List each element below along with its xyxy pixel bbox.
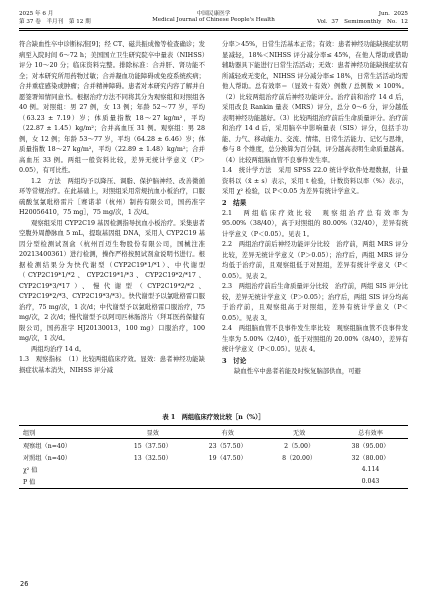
right-column-paragraph: 分率＞45%，日常生活基本正常；有效：患者神经功能缺损症状明显减轻，18%＜NIHSS 评分减分率≤ 45%，在他人帮助或借助辅助器具下能进行日常生活活动；无效：患者神经功能缺损症状有所减轻或无变化，NIHSS 评分减分率≤ 18%，日常生活活动均需他人帮助。总有效率＝（显效＋有效）例数 / 总例数 × 100%。（2）比较两组治疗前后神经功能评分。治疗前和治疗 14 d 后，采用改良 Rankin 量表（MRS）评分，总分 0～6 分，评分越低表明神经功能越好。（3）比较两组治疗前后生命质量评分。治疗前和治疗 14 d 后，采用脑卒中影响量表（SIS）评分，包括手功能、力气、移动能力、交流、情绪、日常生活能力、记忆与思维，参与 8 个维度，总分换算为百分制，评分越高表明生命质量越高。（4）比较两组脑血管不良事件发生率。 (222, 41, 408, 164)
right-column-paragraph: 2.3 两组治疗前后生命质量评分比较 治疗前，两组 SIS 评分比较，差异无统计学意义（P＞0.05）；治疗后，两组 SIS 评分均高于治疗前，且观察组高于对照组，差异有统计学意义（P＜0.05）。见表 3。 (222, 283, 408, 322)
right-column-paragraph: 2.4 两组脑血管不良事件发生率比较 观察组脑血管不良事件发生率为 5.00%（2/40），低于对照组的 20.00%（8/40），差异有统计学意义（P＜0.05）。见表 4。 (222, 325, 408, 353)
table-header-row (19, 426, 408, 439)
table-cell: 对照组（n=40） (23, 454, 71, 462)
right-column-paragraph: 1.4 统计学方法 采用 SPSS 22.0 统计学软件处理数据，计量资料以（x̄ ± s）表示，采用 t 检验，计数资料以率（%）表示，采用 χ² 检验，以 P＜0.05 为差异有统计学意义。 (222, 167, 408, 195)
table-cell: 15（37.50） (133, 442, 172, 450)
table-cell: 观察组（n=40） (23, 442, 71, 450)
right-column (222, 40, 408, 377)
efficacy-table (19, 425, 408, 489)
header-rule (19, 28, 408, 29)
table-1 (19, 412, 408, 489)
table-header-cell: 显效 (146, 429, 159, 437)
right-column-paragraph: 2.1 两组临床疗效比较 观察组治疗总有效率为 95.00%（38/40），高于对照组的 80.00%（32/40），差异有统计学意义（P＜0.05）。见表 1。 (222, 209, 408, 238)
table-cell: 2（5.00） (284, 442, 315, 450)
table-cell: 19（47.50） (208, 454, 247, 462)
journal-title-en: Medical Journal of Chinese People's Health (152, 17, 275, 23)
left-column-paragraph: 1.2 方法 两组均予以降压、调脂、保护脑神经、改善微循环等常规治疗。在此基础上，对照组采用常规抗血小板治疗，口服硫酸氢氯吡格雷片［赛诺菲（杭州）制药有限公司，国药准字 H20056410，75 mg］，75 mg/次，1 次/d。 (19, 177, 205, 216)
left-column-paragraph: 两组均治疗 14 d。 (31, 345, 86, 353)
table-cell (265, 464, 333, 476)
table-cell: 4.114 (361, 466, 380, 474)
left-column (19, 40, 205, 376)
right-column-heading: 3 讨论 (222, 356, 247, 365)
table-cell (115, 476, 190, 489)
table-cell: 38（95.00） (351, 442, 390, 450)
header-rule-thin (19, 30, 408, 31)
table-cell: 8（20.00） (282, 454, 317, 462)
table-cell: 32（80.00） (351, 454, 390, 462)
table-cell: 0.043 (361, 478, 380, 486)
left-column-paragraph: 符合缺血性卒中诊断标准[9]；经 CT、磁共振成像等检查确诊；发病至入院时间 6～72 h；美国国立卫生研究院卒中量表（NIHSS）评分 10～20 分；临床资料完整。排除标准：合并肝、肾功能不全；对本研究所用药物过敏；合并凝血功能障碍或免疫系统疾病；合并重症感染或肿瘤；合并精神障碍。患者对本研究内容了解并自愿签署知情同意书。根据治疗方法不同将其分为观察组和对照组各 40 例。对照组：男 27 例，女 13 例；年龄 52～77 岁，平均（63.23 ± 7.19）岁；体质量指数 18～27 kg/m²，平均（22.87 ± 1.45）kg/m²；合并高血压 31 例。观察组：男 28 例，女 12 例；年龄 53～77 岁，平均（64.28 ± 6.46）岁；体质量指数 18～27 kg/m²，平均（22.89 ± 1.48）kg/m²；合并高血压 33 例。两组一般资料比较，差异无统计学意义（P＞0.05），有可比性。 (19, 41, 205, 174)
table-header-cell: 有效 (221, 429, 234, 437)
table-row (19, 464, 408, 476)
table-row (19, 476, 408, 489)
table-cell (265, 476, 333, 489)
table-row (19, 439, 408, 452)
header-volume-en: Vol．37 Semimonthly No．12 (317, 19, 408, 25)
header-date-en: Jun．2025 (378, 11, 408, 17)
journal-title-cn: 中国民康医学 (196, 11, 231, 17)
right-column-paragraph: 缺血性卒中患者若能及时恢复脑部供血，可避 (234, 367, 361, 375)
header-date: 2025 年 6 月 (19, 11, 54, 17)
table-header-cell: 总有效率 (358, 429, 383, 437)
left-column-paragraph: 1.3 观察指标 （1）比较两组临床疗效。显效：患者神经功能缺损症状基本消失，NIHSS 评分减 (19, 356, 205, 374)
left-column-paragraph: 观察组采用 CYP2C19 基因检测指导抗血小板治疗。采集患者空腹外周静脉血 5 mL，提取基因组 DNA，采用人 CYP2C19 基因分型检测试剂盒（杭州百迈生物股份有限公司，国械注准 20213400361）进行检测，操作严格按照试剂盒说明书进行。根据检测结果分为快代谢型（CYP2C19*1/*1）、中代谢型（CYP2C19*1/*2、CYP2C19*1/*3、CYP2C19*2/*17、CYP2C19*3/*17）、慢代谢型（CYP2C19*2/*2、CYP2C19*2/*3、CYP2C19*3/*3）。快代谢型予以氯吡格雷口服治疗，75 mg/次，1 次/d；中代谢型予以氯吡格雷口服治疗，75 mg/次，2 次/d；慢代谢型予以阿司匹林肠溶片（拜耳医药保健有限公司，国药准字 HJ20130013，100 mg）口服治疗，100 mg/次，1 次/d。 (19, 219, 205, 342)
page-number: 26 (20, 580, 29, 588)
table-cell (190, 476, 265, 489)
table-cell: P 值 (23, 479, 36, 487)
right-column-heading: 2 结果 (222, 198, 247, 207)
table-body (19, 439, 408, 489)
table-caption: 表 1 两组临床疗效比较［n（%）］ (162, 414, 265, 421)
header-volume: 第 37 卷 半月刊 第 12 期 (19, 19, 91, 25)
right-column-paragraph: 2.2 两组治疗前后神经功能评分比较 治疗前，两组 MRS 评分比较，差异无统计学意义（P＞0.05）；治疗后，两组 MRS 评分均低于治疗前，且观察组低于对照组，差异有统计学意义（P＜0.05）。见表 2。 (222, 241, 408, 280)
table-header-cell: 组别 (23, 429, 36, 437)
table-cell: 23（57.50） (208, 442, 247, 450)
table-cell (190, 464, 265, 476)
table-cell: 13（32.50） (133, 454, 172, 462)
table-cell: χ² 值 (23, 467, 38, 475)
table-header-cell: 无效 (292, 429, 306, 437)
table-row (19, 451, 408, 463)
table-cell (115, 464, 190, 476)
